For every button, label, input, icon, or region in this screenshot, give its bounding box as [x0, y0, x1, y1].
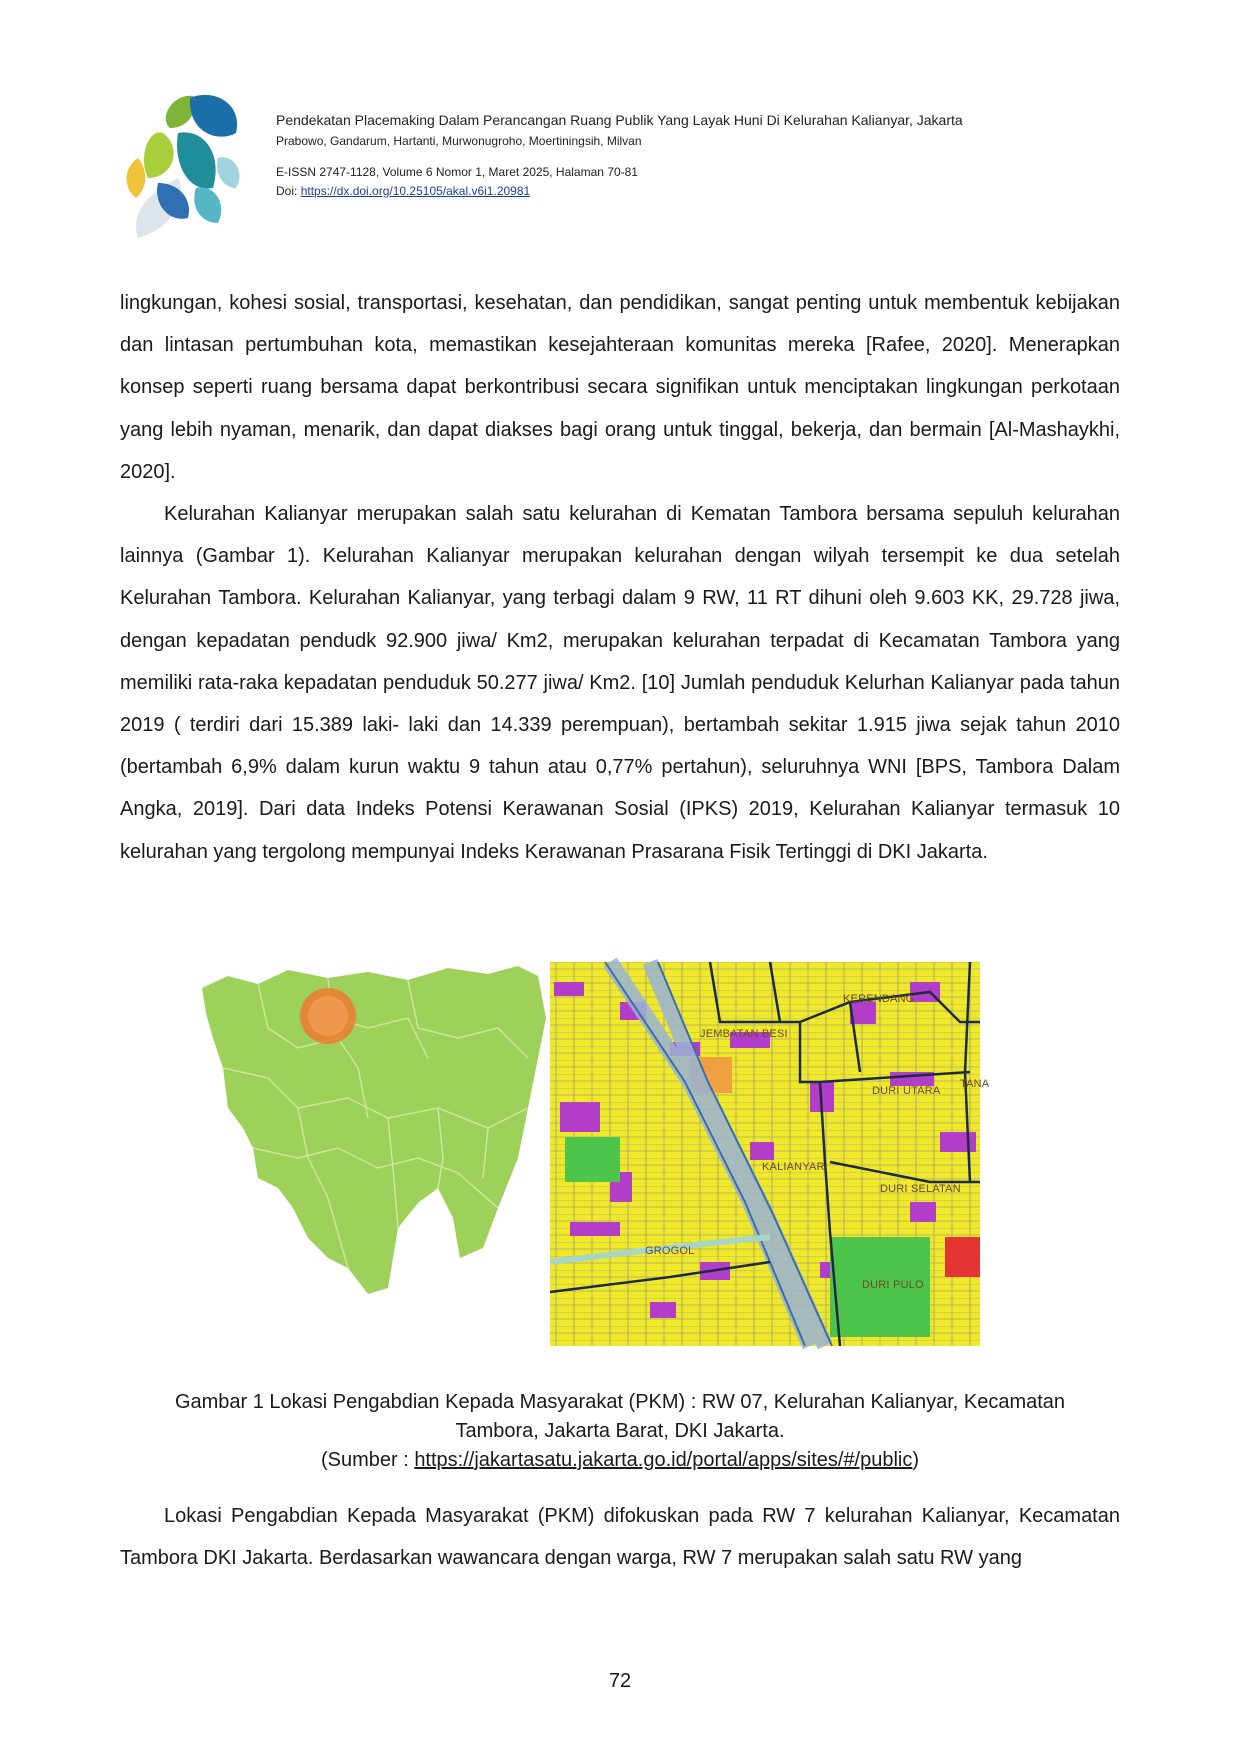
kalianyar-zoning-map — [550, 962, 990, 1346]
doi-label: Doi: — [276, 184, 301, 198]
label-duri-utara: DURI UTARA — [872, 1085, 941, 1097]
body-text-continued — [120, 1495, 1120, 1579]
doi-link[interactable]: https://dx.doi.org/10.25105/akal.v6i1.20981 — [300, 184, 531, 198]
paragraph-3: Lokasi Pengabdian Kepada Masyarakat (PKM) difokuskan pada RW 7 kelurahan Kalianyar, Kecamatan Tambora DKI Jakarta. Berdasarkan wawancara dengan warga, RW 7 merupakan salah satu RW yang — [120, 1505, 1120, 1569]
header-authors: Prabowo, Gandarum, Hartanti, Murwonugroho, Moertiningsih, Milvan — [276, 134, 642, 148]
label-duri-pulo: DURI PULO — [862, 1279, 924, 1291]
label-jembatan-besi: JEMBATAN BESI — [700, 1028, 788, 1040]
figure-caption — [120, 1388, 1120, 1475]
source-link[interactable]: https://jakartasatu.jakarta.go.id/portal/apps/sites/#/public — [414, 1449, 913, 1471]
header-issn: E-ISSN 2747-1128, Volume 6 Nomor 1, Maret 2025, Halaman 70-81 — [276, 165, 638, 179]
body-text — [120, 282, 1120, 873]
running-header — [276, 110, 1016, 201]
label-kalianyar: KALIANYAR — [762, 1161, 825, 1173]
page-number: 72 — [608, 1670, 632, 1692]
header-title: Pendekatan Placemaking Dalam Perancangan Ruang Publik Yang Layak Huni Di Kelurahan Kalianyar, Jakarta — [276, 112, 963, 128]
paragraph-1: lingkungan, kohesi sosial, transportasi, kesehatan, dan pendidikan, sangat penting untuk membentuk kebijakan dan lintasan pertumbuhan kota, memastikan kesejahteraan komunitas mereka [Rafee, 2020]. Menerapkan konsep seperti ruang bersama dapat berkontribusi secara signifikan untuk menciptakan lingkungan perkotaan yang lebih nyaman, menarik, dan dapat diakses bagi orang untuk tinggal, bekerja, dan bermain [Al-Mashaykhi, 2020]. — [120, 292, 1120, 483]
journal-logo — [118, 88, 248, 238]
label-kerendang: KERENDANG — [843, 993, 915, 1005]
source-suffix: ) — [912, 1449, 920, 1471]
caption-source — [120, 1446, 1120, 1475]
label-grogol: GROGOL — [645, 1245, 695, 1257]
header-doi — [276, 182, 1016, 201]
caption-text: Gambar 1 Lokasi Pengabdian Kepada Masyarakat (PKM) : RW 07, Kelurahan Kalianyar, Kecamatan Tambora, Jakarta Barat, DKI Jakarta. — [174, 1391, 1066, 1442]
label-tana: TANA — [960, 1078, 990, 1090]
paragraph-2: Kelurahan Kalianyar merupakan salah satu kelurahan di Kematan Tambora bersama sepuluh kelurahan lainnya (Gambar 1). Kelurahan Kalianyar merupakan kelurahan dengan wilyah tersempit ke dua setelah Kelurahan Tambora. Kelurahan Kalianyar, yang terbagi dalam 9 RW, 11 RT dihuni oleh 9.603 KK, 29.728 jiwa, dengan kepadatan pendudk 92.900 jiwa/ Km2, merupakan kelurahan terpadat di Kecamatan Tambora yang memiliki rata-raka kepadatan penduduk 50.277 jiwa/ Km2. [10] Jumlah penduduk Kelurhan Kalianyar pada tahun 2019 ( terdiri dari 15.389 laki- laki dan 14.339 perempuan), bertambah sekitar 1.915 jiwa sejak tahun 2010 (bertambah 6,9% dalam kurun waktu 9 tahun atau 0,77% pertahun), seluruhnya WNI [BPS, Tambora Dalam Angka, 2019]. Dari data Indeks Potensi Kerawanan Sosial (IPKS) 2019, Kelurahan Kalianyar termasuk 10 kelurahan yang tergolong mempunyai Indeks Kerawanan Prasarana Fisik Tertinggi di DKI Jakarta. — [120, 503, 1120, 863]
source-prefix: (Sumber : — [320, 1449, 415, 1471]
jakarta-overview-map — [198, 958, 550, 1298]
label-duri-selatan: DURI SELATAN — [880, 1183, 961, 1195]
